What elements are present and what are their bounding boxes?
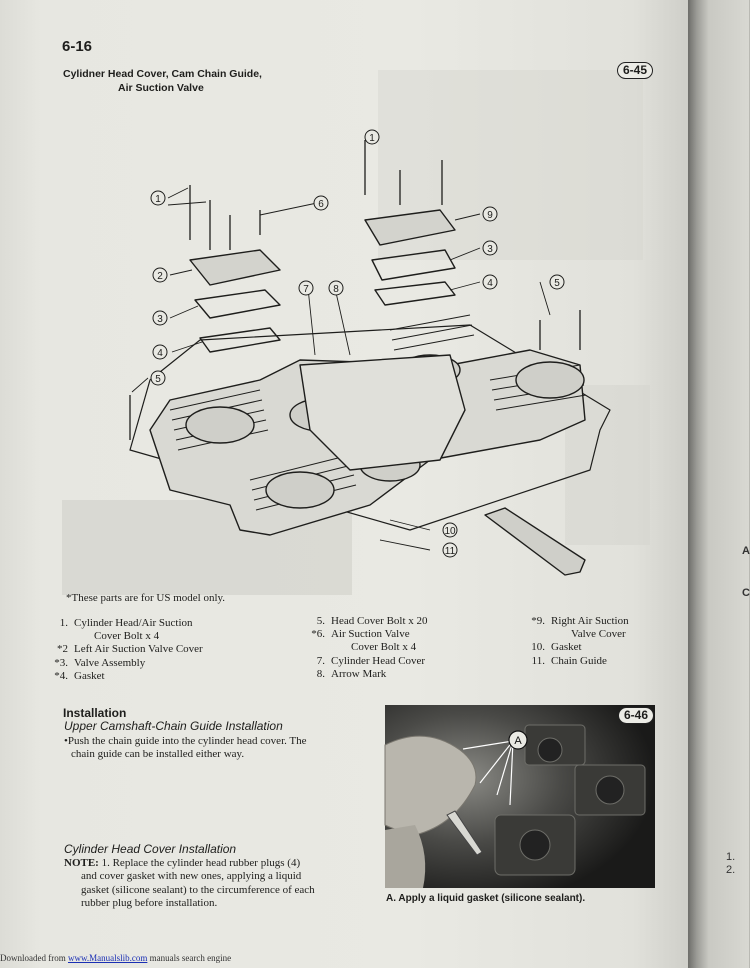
list-item (307, 655, 428, 668)
item-text: Gasket (551, 641, 582, 654)
us-model-note: *These parts are for US model only. (66, 592, 226, 604)
svg-text:10: 10 (444, 526, 456, 537)
svg-text:1: 1 (155, 194, 161, 205)
instruction-line: chain guide can be installed either way. (71, 748, 245, 761)
svg-text:3: 3 (157, 314, 163, 325)
item-number: 5. (316, 615, 325, 627)
head-cover-note (64, 857, 354, 911)
svg-text:3: 3 (487, 244, 493, 255)
item-number: *2 (57, 643, 68, 656)
callout-7 (299, 281, 313, 295)
item-text: Gasket (74, 669, 105, 682)
callout-2 (153, 268, 167, 282)
note-line: rubber plug before installation. (81, 897, 218, 910)
callout-9 (483, 207, 497, 221)
footer-prefix: Downloaded from (0, 953, 68, 963)
item-text: Valve Assembly (74, 656, 146, 669)
callout-5-left (151, 371, 165, 385)
svg-text:1: 1 (369, 133, 375, 144)
edge-letter-c: C (742, 587, 750, 599)
callout-10 (443, 523, 457, 537)
list-item (307, 615, 428, 628)
parts-list-col3 (527, 615, 629, 668)
svg-text:5: 5 (554, 278, 560, 289)
callout-5-right (550, 275, 564, 289)
section-title-line1: Cylidner Head Cover, Cam Chain Guide, (63, 68, 262, 80)
item-text: Air Suction Valve (331, 628, 410, 641)
svg-text:8: 8 (333, 284, 339, 295)
note-line: 1. Replace the cylinder head rubber plugs (4) (101, 857, 301, 869)
callout-11 (443, 543, 457, 557)
section-title-line2: Air Suction Valve (118, 82, 204, 94)
right-valve-assembly (372, 250, 455, 280)
item-text-cont: Valve Cover (571, 628, 626, 641)
item-number: *3. (54, 656, 68, 669)
left-valve-cover (190, 250, 280, 285)
edge-num-2: 2. (726, 864, 736, 876)
list-item (50, 670, 203, 683)
item-text-cont: Cover Bolt x 4 (351, 641, 417, 654)
list-item (307, 668, 428, 681)
head-cover-installation-heading: Cylinder Head Cover Installation (64, 842, 237, 856)
list-item (307, 628, 428, 654)
callout-1-left (151, 191, 165, 205)
chain-guide (485, 508, 585, 575)
item-number: *6. (311, 628, 325, 641)
chain-guide-instructions (64, 735, 307, 762)
callout-4-right (483, 275, 497, 289)
list-item (527, 655, 629, 668)
item-text: Right Air Suction (551, 615, 629, 627)
list-item (50, 643, 203, 656)
item-text-cont: Cover Bolt x 4 (94, 630, 160, 643)
right-valve-cover (365, 210, 455, 245)
item-text: Left Air Suction Valve Cover (74, 643, 203, 656)
edge-num-1: 1. (726, 851, 736, 863)
item-number: 11. (531, 654, 545, 667)
callout-3-right (483, 241, 497, 255)
manualslib-link[interactable]: www.Manualslib.com (67, 953, 148, 963)
note-line: gasket (silicone sealant) to the circumference of each (81, 883, 315, 896)
section-title (63, 67, 262, 95)
svg-text:4: 4 (487, 278, 493, 289)
figure-tag-6-46: 6-46 (618, 707, 654, 724)
item-number: *9. (531, 615, 545, 627)
callout-1-right (365, 130, 379, 144)
left-valve-assembly (195, 290, 280, 318)
item-text: Arrow Mark (331, 667, 387, 680)
callout-3-left (153, 311, 167, 325)
item-number: 1. (59, 617, 68, 629)
left-valve-gasket (200, 328, 280, 352)
note-label: NOTE: (64, 857, 99, 869)
next-page-edge (688, 0, 749, 968)
item-number: *4. (54, 669, 68, 682)
page-number: 6-16 (62, 38, 93, 55)
item-number: 10. (531, 641, 545, 654)
parts-list-col1 (50, 617, 203, 683)
figure-tag-6-45: 6-45 (617, 62, 653, 79)
item-text: Chain Guide (551, 654, 607, 667)
item-text: Head Cover Bolt x 20 (331, 615, 428, 627)
callout-8 (329, 281, 343, 295)
svg-text:2: 2 (157, 271, 163, 282)
callout-6 (314, 196, 328, 210)
photo-marker-a: A (514, 735, 522, 747)
svg-text:5: 5 (155, 374, 161, 385)
right-valve-gasket (375, 282, 455, 305)
instruction-line: •Push the chain guide into the cylinder head cover. The (64, 735, 307, 747)
callout-4-left (153, 345, 167, 359)
photo-caption: A. Apply a liquid gasket (silicone sealant). (386, 893, 586, 904)
list-item (527, 615, 629, 641)
edge-letter-a: A (742, 545, 750, 557)
item-text: Cylinder Head/Air Suction (74, 617, 193, 629)
item-text: Cylinder Head Cover (331, 654, 426, 667)
svg-text:7: 7 (303, 284, 309, 295)
note-line: and cover gasket with new ones, applying a liquid (81, 870, 302, 883)
item-number: 8. (316, 667, 325, 680)
download-footer (0, 953, 231, 963)
svg-text:11: 11 (444, 546, 456, 557)
installation-heading: Installation (63, 706, 127, 720)
list-item (527, 641, 629, 654)
list-item (50, 617, 203, 643)
svg-text:4: 4 (157, 348, 163, 359)
item-number: 7. (316, 654, 325, 667)
footer-suffix: manuals search engine (147, 953, 232, 963)
svg-text:6: 6 (318, 199, 324, 210)
installation-photo (385, 705, 655, 888)
list-item (50, 657, 203, 670)
parts-list-col2 (307, 615, 428, 681)
chain-guide-installation-heading: Upper Camshaft-Chain Guide Installation (64, 719, 283, 733)
exploded-diagram (110, 110, 670, 585)
svg-text:9: 9 (487, 210, 493, 221)
